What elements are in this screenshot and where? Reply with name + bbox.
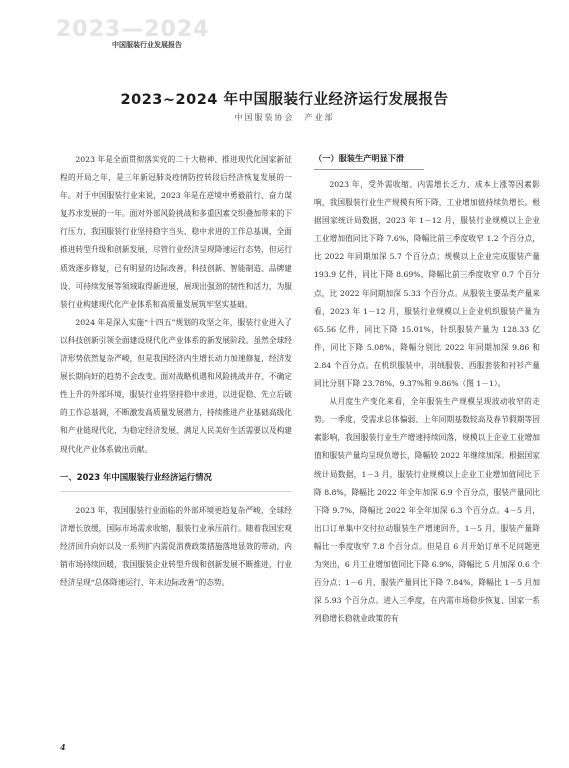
section-heading: 一、2023 年中国服装行业经济运行情况 bbox=[60, 469, 292, 492]
body-paragraph: 从月度生产变化来看，全年服装生产规模呈现波动收窄的走势。一季度，受需求总体偏弱、上年同期基数较高及春节假期等因素影响，我国服装行业生产增速持续回落，规模以上企业工业增加值和服装产量均呈现负增长，降幅较 2022 年继续加深。根据国家统计局数据，1－3 月，服装行业规模以上企业工业增加值同比下降 8.8%，降幅比 2022 年全年加深 6.9 个百分点，服装产量同比下降 9.7%，降幅比 2022 年全年加深 6.3 个百分点。4－5 月，出口订单集中交付拉动服装生产增速回升，1－5 月，服装产量降幅比一季度收窄 7.8 个百分点。但是自 6 月开始订单不足问题更为突出，6 月工业增加值同比下降 6.9%，降幅比 5 月加深 0.6 个百分点；1－6 月，服装产量同比下降 7.84%，降幅比 1－5 月加深 5.93 个百分点。进入三季度，在内需市场稳步恢复、国家一系列稳增长稳就业政策的有 bbox=[314, 397, 540, 624]
body-paragraph: 2023 年，受外需收缩、内需增长乏力、成本上涨等因素影响，我国服装行业生产规模有所下降，工业增加值持续负增长。根据国家统计局数据，2023 年 1－12 月，服装行业规模以上企业工业增加值同比下降 7.6%，降幅比前三季度收窄 1.2 个百分点，比 2022 年同期加深 5.7 个百分点；规模以上企业完成服装产量 193.9 亿件，同比下降 8.69%，降幅比前三季度收窄 0.7 个百分点，比 2022 年同期加深 5.33 个百分点。从服装主要品类产量来看，2023 年 1－12 月，服装行业规模以上企业机织服装产量为 65.56 亿件，同比下降 15.01%，针织服装产量为 128.33 亿件，同比下降 5.08%，降幅分别比 2022 年同期加深 9.86 和 2.84 个百分点。在机织服装中，羽绒服装、西服套装和衬衫产量同比分别下降 23.78%、9.37%和 9.86%（图 1－1）。 bbox=[314, 180, 540, 389]
article-byline: 中国服装协会 产业部 bbox=[234, 113, 335, 122]
right-column bbox=[314, 151, 540, 628]
report-series-title: 中国服装行业发展报告 bbox=[112, 40, 182, 49]
intro-paragraph: 2024 年是深入实施“十四五”规划的攻坚之年，服装行业进入了以科技创新引领全面建设现代化产业体系的新发展阶段。虽然全球经济形势依然复杂严峻，但是我国经济内生增长动力加速修复，经济发展长期向好的趋势不会改变。面对战略机遇和风险挑战并存、不确定性上升的外部环境，服装行业将坚持稳中求进，以进促稳、先立后破的工作总基调，不断激发高质量发展潜力，持续推进产业基础高级化和产业链现代化，为稳定经济发展、满足人民美好生活需要以及构建现代化产业体系做出贡献。 bbox=[60, 317, 292, 454]
intro-paragraph: 2023 年是全面贯彻落实党的二十大精神、推进现代化国家新征程的开局之年，是三年新冠肺炎疫情防控转段后经济恢复发展的一年。对于中国服装行业来说，2023 年是在逆境中勇毅前行、奋力谋复苏求发展的一年。面对外部风险挑战和多重因素交织叠加带来的下行压力，我国服装行业坚持稳字当头、稳中求进的工作总基调，全面推进转型升级和创新发展，尽管行业经济呈现降速运行态势，但运行质效逐步修复，已有明显的边际改善，科技创新、智能制造、品牌建设、可持续发展等领域取得新进展，展现出强劲的韧性和活力，为服装行业构建现代化产业体系和高质量发展筑牢坚实基础。 bbox=[60, 155, 292, 309]
year-range-watermark: 2023—2024 bbox=[56, 17, 210, 42]
report-header bbox=[56, 18, 256, 62]
section-paragraph: 2023 年，我国服装行业面临的外部环境更趋复杂严峻，全球经济增长放缓，国际市场需求收缩，服装行业承压前行。随着我国宏观经济回升向好以及一系列扩内需促消费政策措施落地显效的带动，内销市场持续回暖，我国服装企业转型升级和创新发展不断推进，行业经济呈现“总体降速运行、年末边际改善”的态势。 bbox=[60, 505, 292, 587]
left-column bbox=[60, 151, 292, 592]
article-title: 2023~2024 年中国服装行业经济运行发展报告 bbox=[120, 92, 449, 108]
subsection-heading: （一）服装生产明显下滑 bbox=[314, 151, 424, 170]
page-number: 4 bbox=[60, 742, 66, 752]
